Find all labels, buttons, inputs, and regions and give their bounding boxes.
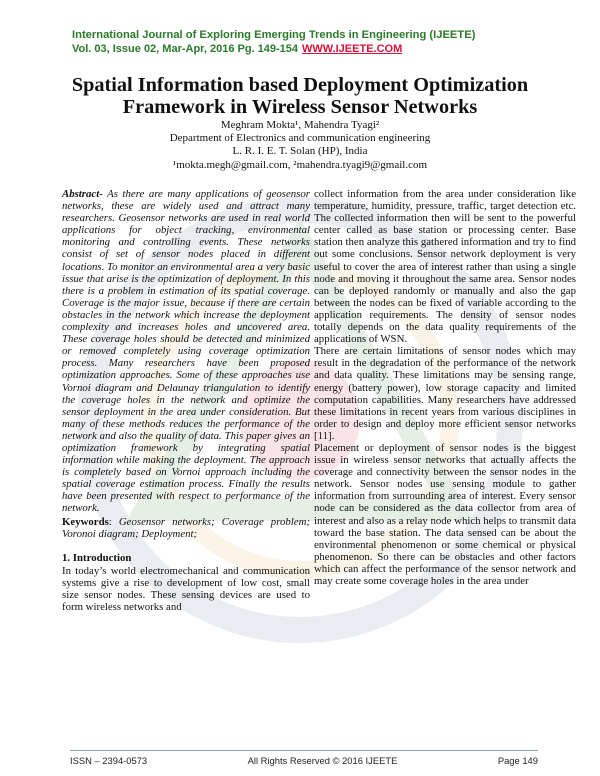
keywords: Keywords: Geosensor networks; Coverage problem; Voronoi diagram; Deployment; <box>62 515 310 540</box>
author-department: Department of Electronics and communication engineering <box>169 132 431 145</box>
right-column <box>314 188 576 587</box>
journal-volume-pages: Vol. 03, Issue 02, Mar-Apr, 2016 Pg. 149-154 <box>72 43 299 55</box>
footer-page-number: Page 149 <box>497 755 538 766</box>
page-footer <box>70 750 538 766</box>
abstract-label: Abstract- <box>62 188 103 200</box>
journal-url-link[interactable]: WWW.IJEETE.COM <box>302 43 403 55</box>
footer-rights: All Rights Reserved © 2016 IJEETE <box>247 755 398 766</box>
keywords-text: Geosensor networks; Coverage problem; Voronoi diagram; Deployment; <box>62 515 310 540</box>
left-column <box>62 188 310 613</box>
paper-title <box>40 74 560 118</box>
author-emails: ¹mokta.megh@gmail.com, ²mahendra.tyagi9@gmail.com <box>172 158 428 171</box>
intro-paragraph-1-end: collect information from the area under consideration like temperature, humidity, pressure, traffic, target detection etc. The collected information then will be sent to the powerful center called as base station or processing center. Base station then analyze this gathered information and try to find out some conclusions. Sensor network deployment is very useful to cover the area of interest rather than using a single node and moving it throughout the same area. Sensor nodes can be deployed randomly or manually and also the gap between the nodes can be fixed of variable according to the application requirements. The density of sensor nodes totally depends on the data quality requirements of the applications of WSN. <box>314 188 576 346</box>
journal-issue <box>72 42 475 56</box>
paper-title-line1: Spatial Information based Deployment Optimization <box>71 74 529 96</box>
abstract-text: As there are many applications of geosensor networks, these are widely used and attract many researchers. Geosensor networks are used in real world applications for object tracking, environmental monitoring and controlling events. These networks consist of set of sensor nodes placed in different locations. To monitor an environmental area a very basic issue that arise is the optimization of deployment. In this there is a problem in estimation of its spatial coverage. Coverage is the major issue, because if there are certain obstacles in the network which increase the deployment complexity and increases holes and uncovered area. These coverage holes should be detected and minimized or removed completely using coverage optimization process. Many researchers have been proposed optimization approaches. Some of these approaches use Vornoi diagram and Delaunay triangulation to identify the coverage holes in the network and optimize the sensor deployment in the area under consideration. But many of these methods reduces the performance of the network and also the quality of data. This paper gives an optimization framework by integrating spatial information while making the deployment. The approach is completely based on Vornoi approach including the spatial coverage estimation process. Finally the results have been presented with respect to performance of the network. <box>62 188 310 515</box>
author-institute: L. R. I. E. T. Solan (HP), India <box>232 145 368 158</box>
section-heading-introduction: 1. Introduction <box>62 551 132 564</box>
keywords-label: Keywords <box>62 515 109 528</box>
abstract <box>62 188 310 515</box>
journal-name: International Journal of Exploring Emerging Trends in Engineering (IJEETE) <box>72 29 476 41</box>
intro-paragraph-3: Placement or deployment of sensor nodes is the biggest issue in wireless sensor networks that actually affects the coverage and connectivity between the sensor nodes in the network. Sensor nodes use sensing module to gather information from surrounding area of interest. Every sensor node can be considered as the data collector from area of interest and also as a relay node which helps to transmit data toward the base station. The data sensed can be about the environmental phenomenon or some chemical or physical phenomenon. So there can be obstacles and other factors which can affect the performance of the sensor network and may create some coverage holes in the area under <box>314 441 576 587</box>
journal-header <box>72 28 475 56</box>
intro-paragraph-2: There are certain limitations of sensor nodes which may result in the degradation of the performance of the network and data quality. These limitations may be sensing range, energy (battery power), low storage capacity and limited computation capabilities. Many researchers have addressed these limitations in recent years from various disciplines in order to design and deploy more efficient sensor networks [11]. <box>314 345 576 442</box>
paper-title-line2: Framework in Wireless Sensor Networks <box>122 96 478 118</box>
footer-issn: ISSN – 2394-0573 <box>70 755 148 766</box>
author-names: Meghram Mokta¹, Mahendra Tyagi² <box>220 119 380 131</box>
intro-paragraph-1-start: In today’s world electromechanical and communication systems give a rise to development of low cost, small size sensor nodes. These sensing devices are used to form wireless networks and <box>62 564 310 614</box>
author-block <box>40 119 560 172</box>
